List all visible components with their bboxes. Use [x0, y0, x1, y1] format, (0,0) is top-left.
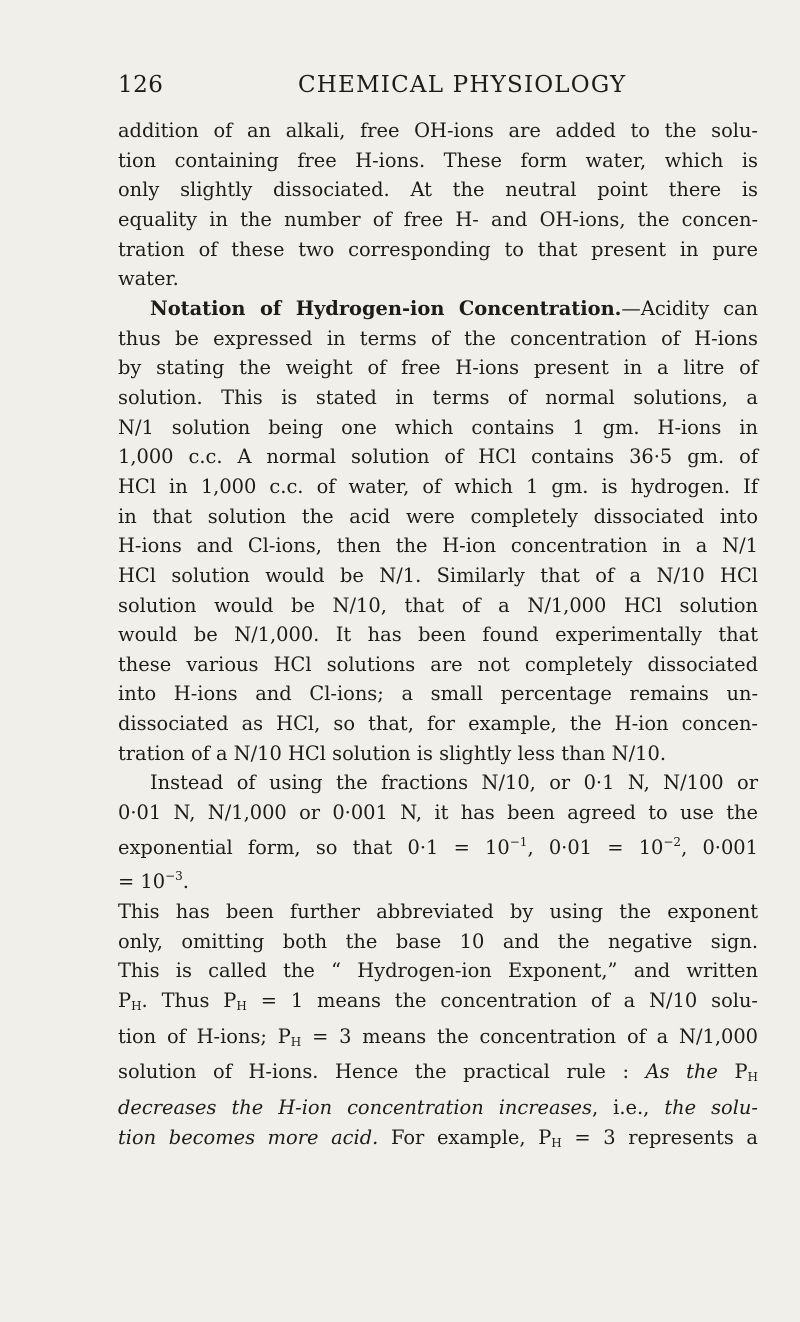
subscript: H: [747, 1070, 758, 1085]
text-line: thus be expressed in terms of the concentration of H-ions: [118, 326, 758, 350]
italic-text: tion becomes more acid.: [118, 1125, 379, 1149]
text-line: into H-ions and Cl-ions; a small percentage remains un-: [118, 682, 758, 706]
running-head: [118, 72, 758, 106]
text-line: Instead of using the fractions N/10, or 0·1 N, N/100 or: [150, 771, 758, 795]
text-line: addition of an alkali, free OH-ions are added to the solu-: [118, 119, 758, 142]
section-heading: Notation of Hydrogen-ion Concentration.: [150, 296, 622, 320]
paragraph-alkali: [118, 116, 758, 294]
text-line: = $10^{-3}$.: [118, 869, 189, 894]
paragraph-notation: [118, 294, 758, 769]
subscript: H: [131, 999, 142, 1014]
text-line: equality in the number of free H- and OH-ions, the concen-: [118, 207, 758, 231]
text-line: tion becomes more acid. For example, $P_H = 3$ represents a: [118, 1125, 758, 1150]
superscript: −2: [663, 834, 682, 849]
text-line: tion containing free H-ions. These form water, which is: [118, 148, 758, 172]
text-line: solution. This is stated in terms of normal solutions, a: [118, 385, 758, 409]
paragraph-exponent: [118, 897, 758, 1158]
text-line: Notation of Hydrogen-ion Concentration.—Acidity can: [150, 296, 759, 320]
text-line: would be N/1,000. It has been found experimentally that: [118, 623, 758, 647]
italic-text: the solu-: [664, 1096, 758, 1119]
text-line: exponential form, so that $0\cdot 1 = 10^{-1}$, $0\cdot 01 = 10^{-2}$, 0·001: [118, 834, 758, 859]
italic-text: decreases the H-ion concentration increases: [118, 1096, 592, 1119]
subscript: H: [551, 1135, 562, 1150]
text-line: only slightly dissociated. At the neutral point there is: [118, 178, 758, 202]
body-text: [118, 116, 758, 1158]
text-line: $P_H$. Thus $P_H = 1$ means the concentration of a N/10 solu-: [118, 989, 758, 1014]
text-line: H-ions and Cl-ions, then the H-ion concentration in a N/1: [118, 534, 758, 558]
paragraph-exponential: [118, 768, 758, 897]
chapter-title: CHEMICAL PHYSIOLOGY: [298, 72, 627, 98]
text-line: HCl in 1,000 c.c. of water, of which 1 gm. is hydrogen. If: [118, 474, 758, 498]
text-line: tion of H-ions; $P_H = 3$ means the concentration of a N/1,000: [118, 1024, 758, 1049]
text-line: water.: [118, 267, 179, 291]
text-line: tration of a N/10 HCl solution is slightly less than N/10.: [118, 741, 667, 765]
page-number: 126: [118, 72, 164, 98]
text-line: decreases the H-ion concentration increases, i.e., the solu-: [118, 1096, 758, 1119]
subscript: H: [236, 999, 247, 1014]
text-line: This is called the “ Hydrogen-ion Exponent,” and written: [118, 959, 758, 983]
text-line: HCl solution would be N/1. Similarly that of a N/10 HCl: [118, 563, 758, 587]
text-line: tration of these two corresponding to that present in pure: [118, 237, 758, 261]
text-line: solution of H-ions. Hence the practical rule : As the $P_H$: [118, 1060, 758, 1085]
text-line: only, omitting both the base 10 and the negative sign.: [118, 929, 758, 953]
text-line: N/1 solution being one which contains 1 gm. H-ions in: [118, 415, 758, 439]
text-line: 1,000 c.c. A normal solution of HCl contains 36·5 gm. of: [118, 445, 758, 469]
text-line: 0·01 N, N/1,000 or 0·001 N, it has been agreed to use the: [118, 801, 758, 825]
italic-text: As the: [645, 1060, 718, 1084]
superscript: −3: [165, 869, 183, 884]
text-line: these various HCl solutions are not completely dissociated: [118, 652, 758, 676]
text-line: dissociated as HCl, so that, for example, the H-ion concen-: [118, 712, 758, 736]
text-line: by stating the weight of free H-ions present in a litre of: [118, 356, 758, 380]
text-line: in that solution the acid were completely dissociated into: [118, 504, 758, 528]
subscript: H: [290, 1034, 302, 1049]
superscript: −1: [509, 834, 528, 849]
text-line: solution would be N/10, that of a N/1,000 HCl solution: [118, 593, 758, 617]
text-line: This has been further abbreviated by using the exponent: [118, 900, 758, 924]
